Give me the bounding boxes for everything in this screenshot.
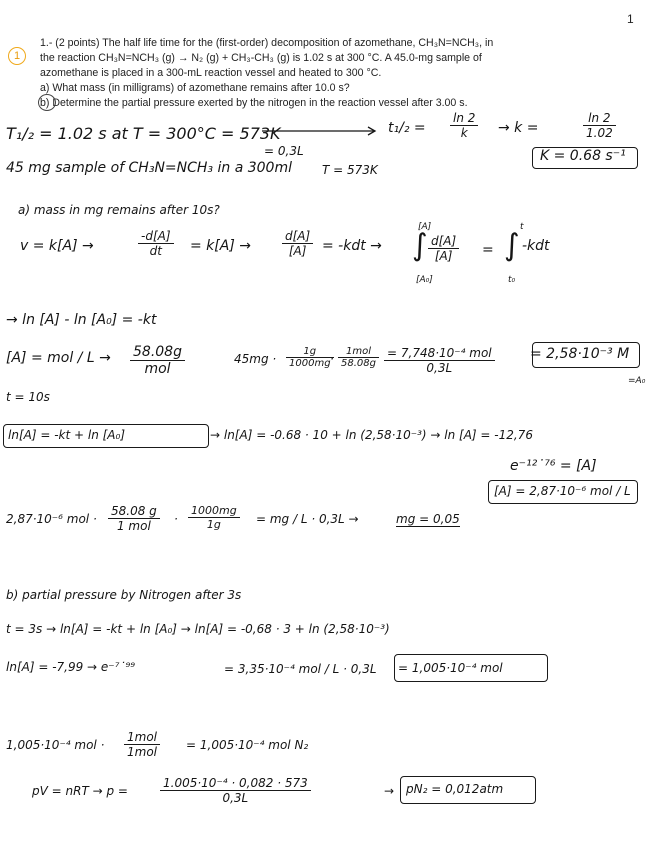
temperature-kelvin: T = 573K [322,163,378,177]
nitrogen-moles-start: 1,005·10⁻⁴ mol · [6,738,105,752]
part-b-ln-value: ln[A] = -7,99 → e⁻⁷˙⁹⁹ [6,660,136,674]
fraction-numerator: ln 2 [583,111,616,126]
integral-sign-icon: ∫ [412,228,428,263]
fraction-numerator: 1.005·10⁻⁴ · 0,082 · 573 [160,776,311,791]
initial-concentration: = 2,58·10⁻³ M [530,346,630,362]
mass-calculation-start: 2,87·10⁻⁶ mol · [6,512,97,526]
integral-upper-limit: [A] [418,222,432,232]
fraction-denominator: [A] [288,244,307,258]
fraction-numerator: d[A] [428,234,459,249]
fraction-numerator: 1mol [338,346,379,358]
separation-fraction [282,229,313,258]
rate-law: v = k[A] → [20,238,94,254]
rate-fraction [138,229,174,258]
ln-calculation: → ln[A] = -0.68 · 10 + ln (2,58·10⁻³) → ln [A] = -12,76 [210,428,533,442]
page-number: 1 [627,12,634,26]
fraction-denominator: 0,3L [426,361,453,375]
fraction-denominator: 1g [206,518,221,531]
integral-lower-limit: t₀ [508,275,516,285]
integral-upper-limit: t [520,222,524,232]
mass-result: mg = 0,05 [396,512,460,526]
part-b-moles: = 1,005·10⁻⁴ mol [398,661,503,675]
g-to-mg-fraction [188,504,240,531]
multiply-dot: · [330,352,334,366]
fraction-numerator: ln 2 [450,111,478,126]
question-line: 1.- (2 points) The half life time for the (first-order) decomposition of azomethane, CH₃N=NCH₃, in [40,37,494,49]
pressure-fraction [160,776,311,805]
rate-equality: = k[A] → [190,238,251,254]
integral-fraction [428,234,459,263]
molar-mass-step-fraction [108,504,160,533]
fraction-numerator: 1mol [124,730,160,745]
multiply-dot: · [174,512,178,526]
fraction-numerator: 58.08g [130,344,185,361]
fraction-denominator: 1.02 [586,126,613,140]
fraction-denominator: [A] [434,249,453,263]
part-a-heading: a) mass in mg remains after 10s? [18,203,220,217]
k-result: K = 0.68 s⁻¹ [540,148,626,164]
fraction-numerator: 1g [286,346,334,358]
mass-equation: = mg / L · 0,3L → [256,512,359,526]
fraction-denominator: dt [149,244,162,258]
concentration-units: [A] = mol / L → [6,350,111,366]
sample-description: 45 mg sample of CH₃N=NCH₃ in a 300ml [6,160,292,176]
fraction-numerator: = 7,748·10⁻⁴ mol [384,346,495,361]
question-line: azomethane is placed in a 300-mL reaction vessel and heated to 300 °C. [40,67,382,79]
result-arrow: → [384,784,395,798]
question-badge: 1 [8,47,26,65]
integral-sign-icon: ∫ [504,228,520,263]
nitrogen-moles-result: = 1,005·10⁻⁴ mol N₂ [186,738,309,752]
part-b-time-step: t = 3s → ln[A] = -kt + ln [A₀] → ln[A] = -0,68 · 3 + ln (2,58·10⁻³) [6,622,390,636]
molar-mass-fraction [130,344,185,377]
half-life-fraction [450,111,478,140]
fraction-denominator: 58.08g [341,358,376,369]
a0-label: =A₀ [628,376,646,386]
half-life-formula-label: t₁/₂ = [388,120,426,136]
fraction-denominator: 1 mol [116,519,151,533]
fraction-numerator: d[A] [282,229,313,244]
exponential-step: e⁻¹²˙⁷⁶ = [A] [510,458,597,474]
question-text [40,36,493,111]
pressure-result: pN₂ = 0,012atm [406,782,504,796]
fraction-denominator: 1000mg [289,358,331,369]
mass-conversion-start: 45mg · [234,352,277,366]
part-b-heading: b) partial pressure by Nitrogen after 3s [6,588,242,602]
question-line: a) What mass (in milligrams) of azomethane remains after 10.0 s? [40,82,350,94]
fraction-numerator: 1000mg [188,504,240,518]
integrated-rate-law: → ln [A] - ln [A₀] = -kt [6,312,157,328]
integral-equals: = [482,242,494,258]
fraction-denominator: mol [144,361,171,377]
g-to-mol-fraction [338,346,379,369]
fraction-denominator: 1mol [127,745,157,759]
part-b-circle [38,94,56,111]
fraction-denominator: k [460,126,468,140]
k-expression: → k = [498,120,539,136]
integral-rhs: -kdt [522,238,550,254]
k-fraction [583,111,616,140]
long-arrow-icon [262,126,382,136]
question-line: b) Determine the partial pressure exerted by the nitrogen in the reaction vessel after 3.00 s. [40,97,468,109]
question-line: the reaction CH₃N=NCH₃ (g) → N₂ (g) + CH₃-CH₃ (g) is 1.02 s at 300 °C. A 45.0-mg sample of [40,52,482,64]
fraction-numerator: -d[A] [138,229,174,244]
moles-per-volume-fraction [384,346,495,375]
integrated-law: ln[A] = -kt + ln [A₀] [8,428,125,442]
fraction-denominator: 0,3L [222,791,249,805]
half-life-given: T₁/₂ = 1.02 s at T = 300°C = 573K [6,124,281,143]
volume-conversion: = 0,3L [264,144,304,158]
stoichiometry-fraction [124,730,160,759]
fraction-numerator: 58.08 g [108,504,160,519]
ideal-gas-law: pV = nRT → p = [32,784,128,798]
time-value: t = 10s [6,390,50,404]
final-concentration: [A] = 2,87·10⁻⁶ mol / L [494,484,631,498]
mg-to-g-fraction [286,346,334,369]
integral-lower-limit: [A₀] [416,275,433,285]
part-b-concentration: = 3,35·10⁻⁴ mol / L · 0,3L [224,662,377,676]
separation-rhs: = -kdt → [322,238,382,254]
